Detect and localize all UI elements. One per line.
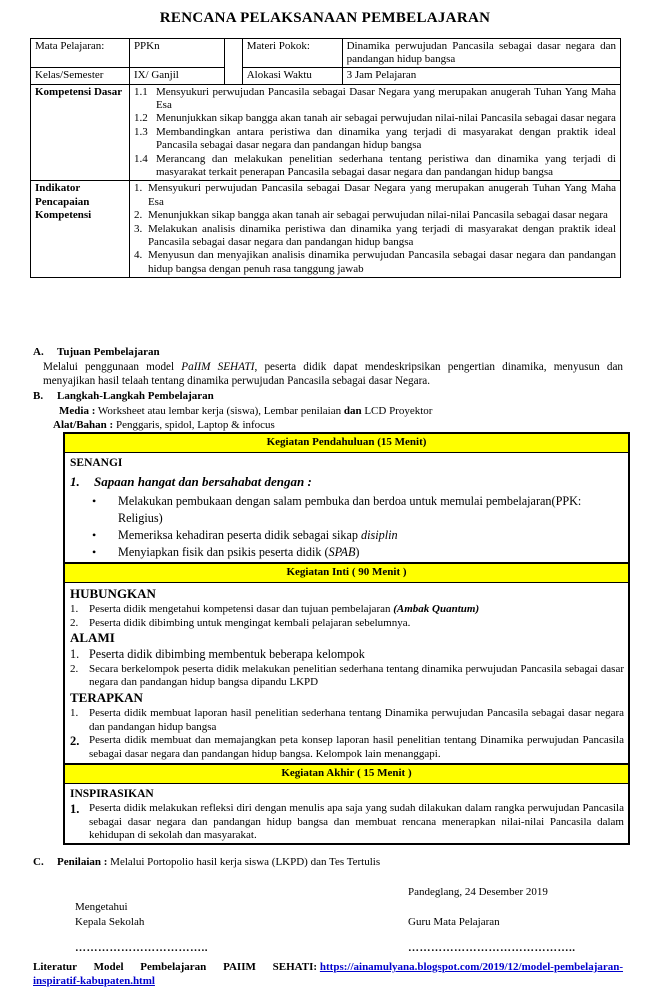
kd-text: Mensyukuri perwujudan Pancasila sebagai Dasar Negara yang merupakan anugerah Tuhan Yang Maha Esa: [155, 85, 616, 111]
item-text: Peserta didik dibimbing untuk mengingat kembali pelajaran sebelumnya.: [89, 616, 411, 629]
tujuan-text-2: , peserta didik dapat mendeskripsikan pengertian dinamika, menyusun dan menyajikan hasil telaah tentang dinamika perwujudan Pancasila sebagai dasar Negara.: [43, 360, 624, 388]
item-num: 2.: [70, 734, 80, 749]
item-emph: (Ambak Quantum): [393, 602, 480, 615]
item-text: Peserta didik melakukan refleksi diri dengan menulis apa saja yang sudah dilakukan dalam rangka perwujudan Pancasila sebagai dasar negara dan pandangan hidup bangsa dan membuat rencana menerapkan nilai-nilai Pancasila dalam kehidupan di sekolah dan masyarakat.: [89, 801, 624, 842]
guru-signature-line: ……………………………………..: [408, 942, 576, 954]
section-title: Tujuan Pembelajaran: [57, 346, 160, 358]
ipk-item: [134, 223, 616, 250]
bullet-emph: disiplin: [361, 527, 398, 542]
mengetahui-label: Mengetahui: [75, 901, 128, 913]
section-langkah: [33, 390, 623, 432]
tujuan-text: [33, 360, 623, 389]
bullet-item: [92, 493, 624, 527]
list-item: [70, 802, 624, 843]
bullet-item: [92, 544, 624, 561]
alokasi-value: 3 Jam Pelajaran: [342, 68, 620, 84]
kd-label: Kompetensi Dasar: [31, 84, 130, 181]
item-text: Peserta didik membuat laporan hasil penelitian sederhana tentang Dinamika perwujudan Pancasila sebagai dasar negara dan pandangan hidup bangsa: [89, 706, 624, 733]
section-tujuan: [33, 346, 623, 389]
item-text-main: Peserta didik mengetahui kompetensi dasar dan tujuan pembelajaran: [89, 602, 391, 615]
kd-num: 1.2: [133, 112, 148, 125]
kd-item: [134, 153, 616, 180]
item-text: Secara berkelompok peserta didik melakukan penelitian sederhana tentang dinamika perwujudan Pancasila sebagai dasar negara dan pandangan hidup bangsa dipandu LKPD: [89, 662, 624, 689]
pendahuluan-body: [65, 453, 628, 564]
ipk-item: [134, 182, 616, 209]
footer-literatur: [33, 960, 623, 989]
item-text: [89, 603, 624, 617]
ipk-text: Melakukan analisis dinamika peristiwa dan dinamika yang terjadi di masyarakat dengan praktik ideal Pancasila sebagai dasar negara dan pandangan hidup bangsa: [147, 222, 616, 249]
kelas-value: IX/ Ganjil: [129, 68, 224, 84]
footer-label: Literatur Model Pembelajaran PAIIM SEHATI:: [33, 961, 318, 973]
list-item: [70, 663, 624, 691]
item-num: 1.: [70, 647, 80, 662]
mata-pelajaran-label: Mata Pelajaran:: [31, 39, 130, 68]
bullet-text-main: Memeriksa kehadiran peserta didik sebagai sikap: [118, 527, 358, 542]
terapkan-list: [70, 707, 624, 762]
media-label: Media :: [59, 404, 96, 417]
sapaan-num: 1.: [70, 473, 80, 489]
section-penilaian: [33, 856, 623, 870]
footer-link[interactable]: https://ainamulyana.blogspot.com/2019/12/model-pembelajaran-inspiratif-kabupaten.html: [33, 961, 624, 988]
kd-item: [134, 112, 616, 125]
item-num: 2.: [70, 616, 79, 629]
kepala-sekolah-signature-line: ……………………………..: [75, 942, 208, 954]
phase-senangi: SENANGI: [70, 457, 123, 469]
bullet-tail: ): [355, 544, 360, 559]
kegiatan-akhir: [63, 763, 630, 845]
kegiatan-akhir-bar: Kegiatan Akhir ( 15 Menit ): [65, 765, 628, 784]
kegiatan-pendahuluan: [63, 432, 630, 564]
media-line: [33, 404, 623, 418]
kd-text: Membandingkan antara peristiwa dan dinamika yang terjadi di masyarakat dengan praktik ideal Pancasila sebagai dasar negara dan pandangan hidup bangsa: [155, 125, 616, 152]
kd-item: [134, 126, 616, 153]
section-letter: B.: [33, 390, 44, 402]
tujuan-text-1: Melalui penggunaan model: [43, 360, 175, 373]
list-item: [70, 603, 624, 617]
materi-pokok-value: Dinamika perwujudan Pancasila sebagai dasar negara dan pandangan hidup bangsa: [342, 39, 620, 68]
item-num: 1.: [70, 602, 79, 615]
penilaian-label: Penilaian :: [57, 856, 108, 868]
ipk-num: 1.: [133, 182, 143, 195]
bullet-emph: SPAB: [328, 544, 356, 559]
phase-inspirasikan: INSPIRASIKAN: [70, 788, 154, 800]
mata-pelajaran-value: PPKn: [129, 39, 224, 68]
bullet-text: Melakukan pembukaan dengan salam pembuka dan berdoa untuk memulai pembelajaran(PPK: Religius): [118, 494, 582, 526]
section-letter: C.: [33, 856, 44, 868]
kd-text: Merancang dan melakukan penelitian sederhana tentang peristiwa dan dinamika yang terjadi di masyarakat terkait penerapan Pancasila sebagai dasar negara dan pandangan hidup bangsa: [155, 152, 616, 178]
kepala-sekolah-label: Kepala Sekolah: [75, 916, 145, 928]
kegiatan-inti: [63, 562, 630, 765]
bullet-text: [118, 544, 624, 561]
bullet-text-main: Menyiapkan fisik dan psikis peserta didik (: [118, 544, 329, 559]
kd-text: Menunjukkan sikap bangga akan tanah air sebagai perwujudan nilai-nilai Pancasila sebagai dasar negara: [155, 112, 616, 125]
hubungkan-list: [70, 603, 624, 631]
ipk-item: [134, 209, 616, 222]
kd-list: [134, 86, 616, 180]
item-num: 2.: [70, 662, 79, 675]
spacer-cell: [224, 39, 242, 85]
ipk-list: [134, 182, 616, 276]
section-heading: [33, 390, 623, 404]
alokasi-label: Alokasi Waktu: [242, 68, 342, 84]
place-date: Pandeglang, 24 Desember 2019: [408, 886, 548, 898]
inti-body: [65, 583, 628, 765]
phase-terapkan: TERAPKAN: [70, 690, 143, 706]
kd-num: 1.4: [133, 152, 148, 165]
kegiatan-pendahuluan-bar: Kegiatan Pendahuluan (15 Menit): [65, 434, 628, 453]
list-item: [70, 647, 624, 662]
item-num: 1.: [70, 706, 79, 719]
section-title: Langkah-Langkah Pembelajaran: [57, 390, 214, 402]
sapaan-text: Sapaan hangat dan bersahabat dengan :: [94, 473, 312, 489]
ipk-text: Menunjukkan sikap bangga akan tanah air sebagai perwujudan nilai-nilai Pancasila sebagai dasar negara: [147, 209, 608, 222]
materi-pokok-label: Materi Pokok:: [242, 39, 342, 68]
media-dan: dan: [343, 404, 362, 417]
item-num: 1.: [70, 801, 80, 816]
alat-text: Penggaris, spidol, Laptop & infocus: [115, 419, 275, 432]
media-text-2: LCD Proyektor: [364, 404, 433, 417]
bullet-icon: •: [92, 494, 97, 509]
bullet-icon: •: [92, 527, 97, 542]
media-text: Worksheet atau lembar kerja (siswa), Lembar penilaian: [97, 404, 342, 417]
ipk-content: [129, 181, 620, 278]
bullet-icon: •: [92, 544, 97, 559]
phase-alami: ALAMI: [70, 630, 115, 646]
guru-label: Guru Mata Pelajaran: [408, 916, 500, 928]
akhir-body: [65, 784, 628, 846]
header-table: [30, 38, 621, 278]
list-item: [70, 734, 624, 762]
penilaian-line: [33, 856, 623, 870]
list-item: [70, 617, 624, 631]
alat-line: [33, 418, 623, 432]
ipk-num: 3.: [133, 222, 143, 235]
bullet-item: [92, 527, 624, 544]
ipk-label: Indikator Pencapaian Kompetensi: [31, 181, 130, 278]
ipk-text: Menyusun dan menyajikan analisis dinamika perwujudan Pancasila sebagai dasar negara dan pandangan hidup bangsa dengan penuh rasa tanggung jawab: [147, 249, 616, 275]
list-item: [70, 707, 624, 735]
bullet-text: [118, 527, 624, 544]
ipk-item: [134, 249, 616, 276]
inspirasikan-list: [70, 802, 624, 843]
model-name: PaIIM SEHATI: [181, 360, 255, 373]
ipk-text: Mensyukuri perwujudan Pancasila sebagai Dasar Negara yang merupakan anugerah Tuhan Yang Maha Esa: [147, 182, 616, 208]
ipk-num: 2.: [133, 209, 143, 222]
item-text: Peserta didik dibimbing membentuk beberapa kelompok: [89, 647, 365, 662]
kd-content: [129, 84, 620, 181]
alat-label: Alat/Bahan :: [53, 419, 114, 432]
kd-item: [134, 86, 616, 113]
alami-list: [70, 647, 624, 690]
ipk-num: 4.: [133, 249, 143, 262]
section-letter: A.: [33, 346, 44, 358]
kd-num: 1.1: [133, 85, 148, 98]
kd-num: 1.3: [133, 125, 148, 138]
kegiatan-inti-bar: Kegiatan Inti ( 90 Menit ): [65, 564, 628, 583]
sapaan-bullets: [92, 493, 624, 560]
section-heading: [33, 346, 623, 360]
penilaian-text: Melalui Portopolio hasil kerja siswa (LKPD) dan Tes Tertulis: [110, 856, 381, 868]
item-text: Peserta didik membuat dan memajangkan peta konsep laporan hasil penelitian tentang Dinamika perwujudan Pancasila sebagai dasar negara dan pandangan hidup bangsa. Kelompok lain menanggapi.: [89, 734, 624, 761]
document-title: RENCANA PELAKSANAAN PEMBELAJARAN: [159, 10, 491, 26]
phase-hubungkan: HUBUNGKAN: [70, 586, 156, 601]
kelas-label: Kelas/Semester: [31, 68, 130, 84]
sapaan-heading: [70, 474, 624, 490]
